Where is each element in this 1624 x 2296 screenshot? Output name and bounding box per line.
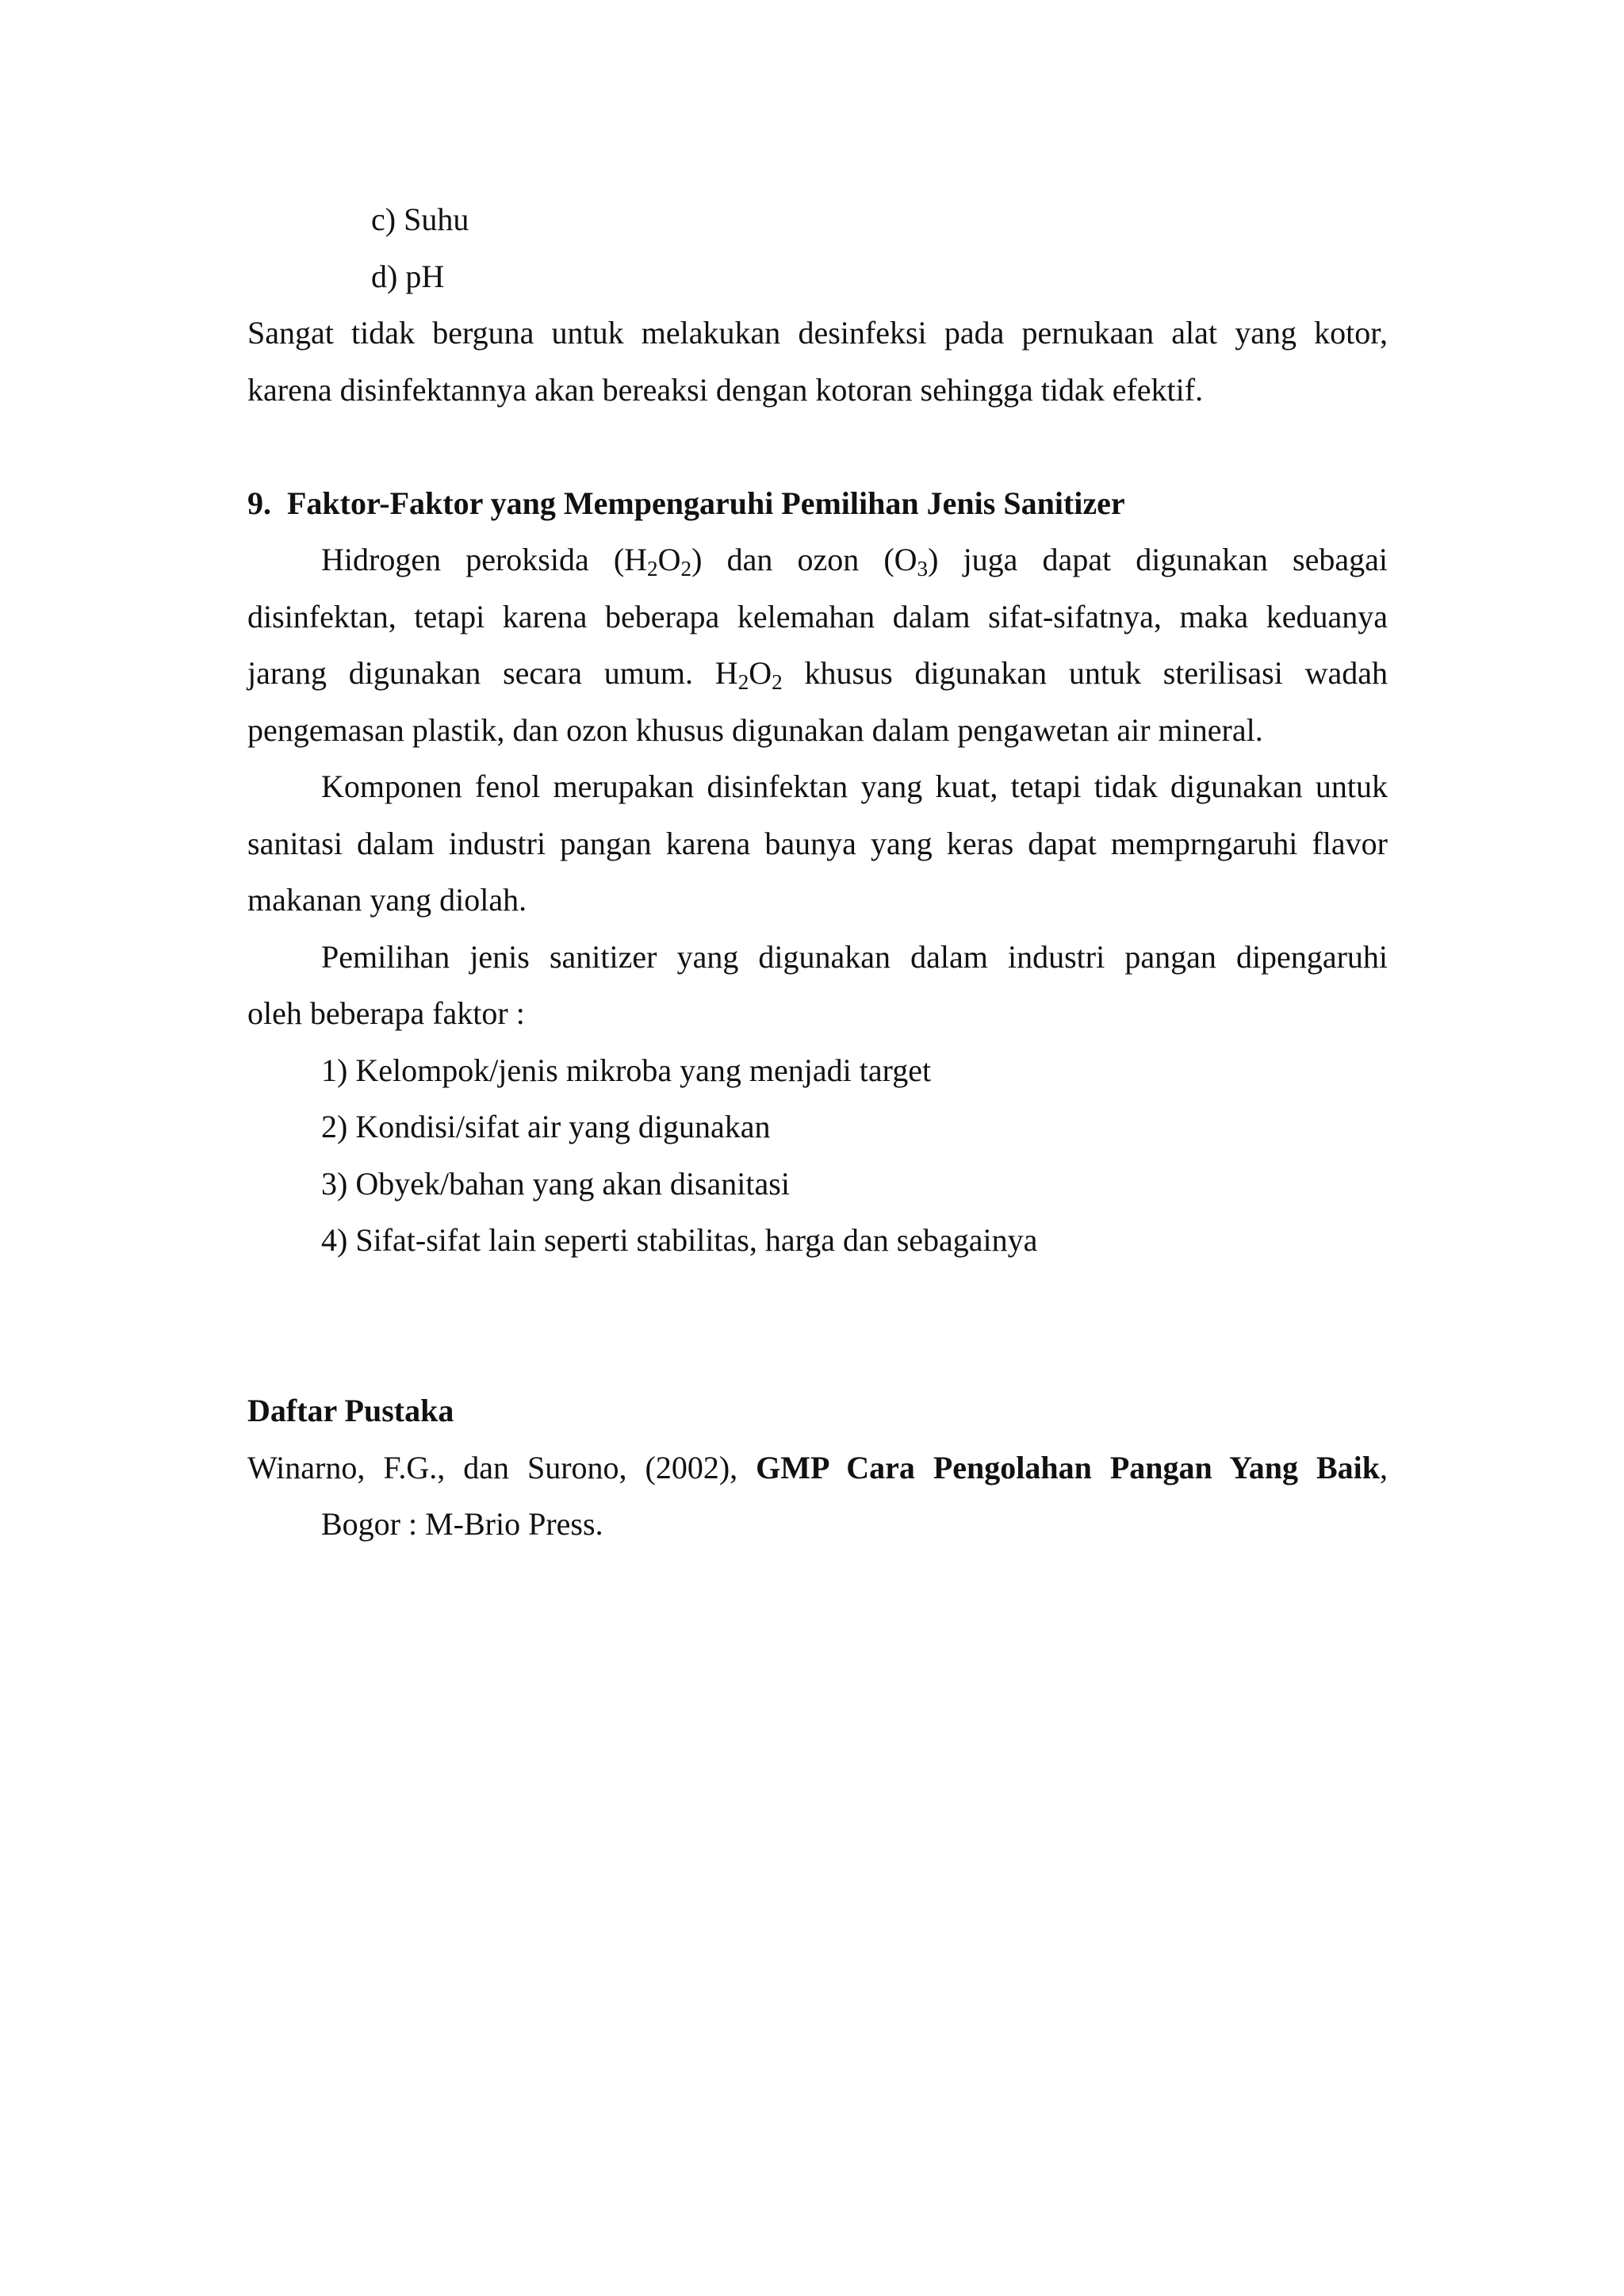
paragraph-line: jarang digunakan secara umum. $H_2O_2$ khusus digunakan untuk sterilisasi wadah: [247, 655, 1388, 694]
paragraph-line: Komponen fenol merupakan disinfektan yang kuat, tetapi tidak digunakan untuk: [321, 769, 1388, 804]
paragraph-line: makanan yang diolah.: [247, 882, 527, 918]
item-text: Suhu: [404, 201, 469, 237]
paragraph-line: Pemilihan jenis sanitizer yang digunakan dalam industri pangan dipengaruhi: [321, 939, 1388, 975]
paragraph-line: Sangat tidak berguna untuk melakukan desinfeksi pada pernukaan alat yang kotor,: [247, 315, 1388, 351]
references-heading: Daftar Pustaka: [247, 1393, 454, 1428]
paragraph-line: Hidrogen peroksida $(H_2O_2)$ dan ozon $(O_3)$ juga dapat digunakan sebagai: [321, 542, 1388, 581]
item-text: pH: [405, 259, 445, 294]
reference-entry: Winarno, F.G., dan Surono, (2002), GMP Cara Pengolahan Pangan Yang Baik,: [247, 1450, 1388, 1485]
factor-item: 2) Kondisi/sifat air yang digunakan: [321, 1109, 771, 1144]
factor-item: 4) Sifat-sifat lain seperti stabilitas, harga dan sebagainya: [321, 1222, 1038, 1258]
paragraph-line: karena disinfektannya akan bereaksi dengan kotoran sehingga tidak efektif.: [247, 372, 1204, 408]
reference-title: GMP Cara Pengolahan Pangan Yang Baik: [756, 1450, 1380, 1485]
list-item-suhu: [371, 191, 469, 248]
reference-publisher: Bogor : M-Brio Press.: [321, 1506, 603, 1542]
paragraph-line: oleh beberapa faktor :: [247, 995, 525, 1031]
paragraph-line: disinfektan, tetapi karena beberapa kelemahan dalam sifat-sifatnya, maka keduanya: [247, 599, 1388, 634]
paragraph-line: sanitasi dalam industri pangan karena baunya yang keras dapat memprngaruhi flavor: [247, 826, 1388, 861]
item-marker: c): [371, 201, 396, 237]
factor-item: 1) Kelompok/jenis mikroba yang menjadi target: [321, 1052, 932, 1088]
reference-authors: Winarno, F.G., dan Surono, (2002),: [247, 1450, 738, 1485]
list-item-ph: [371, 248, 444, 305]
paragraph-line: pengemasan plastik, dan ozon khusus digunakan dalam pengawetan air mineral.: [247, 712, 1263, 748]
item-marker: d): [371, 259, 398, 294]
factor-item: 3) Obyek/bahan yang akan disanitasi: [321, 1166, 790, 1202]
section-heading: 9. Faktor-Faktor yang Mempengaruhi Pemilihan Jenis Sanitizer: [247, 485, 1125, 521]
